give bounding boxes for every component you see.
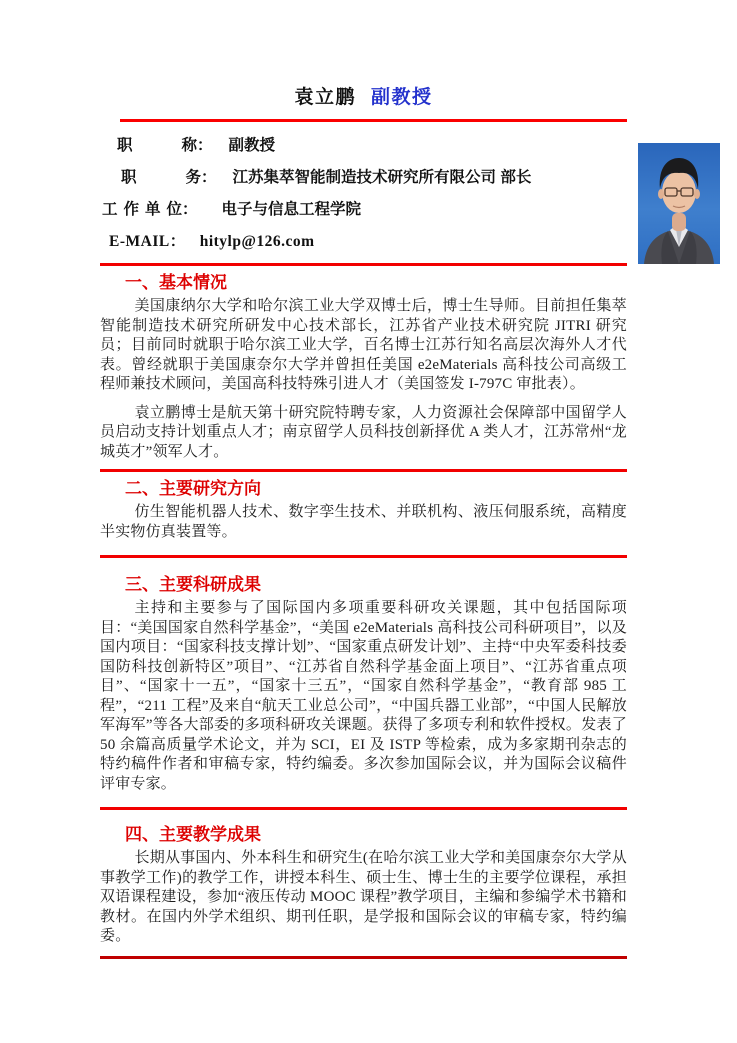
section-paragraph: 仿生智能机器人技术、数字孪生技术、并联机构、液压伺服系统，高精度半实物仿真装置等。: [100, 504, 627, 540]
colon: ：: [201, 169, 217, 186]
info-value-work-unit: 电子与信息工程学院: [221, 201, 362, 218]
section-divider-rule: [100, 555, 627, 558]
section-paragraph: 美国康纳尔大学和哈尔滨工业大学双博士后，博士生导师。目前担任集萃智能制造技术研究所研发中心技术部长，江苏省产业技术研究院 JITRI 研究员；目前同时就职于哈尔滨工业大学，百名博士江苏行知名高层次海外人才代表。曾经就职于美国康奈尔大学并曾担任美国 e2eMaterials 高科技公司高级工程师兼技术顾问，美国高科技特殊引进人才（美国签发 I-797C 审批表）。: [100, 298, 627, 392]
info-value-position: 江苏集萃智能制造技术研究所有限公司 部长: [232, 169, 532, 186]
info-row-work-unit: [100, 199, 627, 220]
section-paragraph: 长期从事国内、外本科生和研究生(在哈尔滨工业大学和美国康奈尔大学从事教学工作)的教学工作，讲授本科生、硕士生、博士生的主要学位课程，承担双语课程建设，参加“液压传动 MOOC 课程”教学项目，主编和参编学术书籍和教材。在国内外学术组织、期刊任职，是学报和国际会议的审稿专家，特约编委。: [100, 850, 627, 944]
colon: ：: [169, 233, 186, 250]
info-value-job-title: 副教授: [228, 137, 276, 154]
section-heading-research-achievements: 三、主要科研成果: [125, 575, 261, 594]
section-heading-teaching-achievements: 四、主要教学成果: [125, 825, 261, 844]
section-divider-rule: [100, 469, 627, 472]
person-name: 袁立鹏: [294, 87, 356, 108]
info-label-email: E-MAIL: [109, 233, 170, 250]
section-heading-research-areas: 二、主要研究方向: [125, 479, 261, 498]
info-label-position: 职务: [121, 169, 201, 186]
info-label-job-title: 职称: [117, 137, 197, 154]
info-row-position: [100, 167, 627, 188]
info-row-email: [100, 231, 627, 252]
info-value-email: hitylp@126.com: [199, 233, 315, 250]
title-divider-rule: [120, 119, 627, 122]
person-rank: 副教授: [371, 87, 433, 108]
portrait-photo: [638, 143, 720, 264]
info-block: [100, 135, 627, 252]
section-divider-rule: [100, 807, 627, 810]
section-divider-rule: [100, 263, 627, 266]
page-title: [100, 0, 627, 109]
portrait-photo-image: [638, 143, 720, 264]
final-divider-rule: [100, 956, 627, 959]
colon: ：: [182, 201, 198, 218]
info-label-work-unit: 工作单位: [102, 201, 182, 218]
section-paragraph: 袁立鹏博士是航天第十研究院特聘专家，人力资源社会保障部中国留学人员启动支持计划重点人才；南京留学人员科技创新择优 A 类人才，江苏常州“龙城英才”领军人才。: [100, 404, 627, 460]
colon: ：: [197, 137, 213, 154]
info-row-job-title: [100, 135, 627, 156]
section-paragraph: 主持和主要参与了国际国内多项重要科研攻关课题，其中包括国际项目：“美国国家自然科学基金”，“美国 e2eMaterials 高科技公司科研项目”，以及国内项目：“国家科技支撑计划”、“国家重点研发计划”、主持“中央军委科技委国防科技创新特区”项目”、“江苏省自然科学基金面上项目”、“江苏省重点项目”、“国家十一五”，“国家十三五”，“国家自然科学基金”，“教育部 985 工程”，“211 工程”及来自“航天工业总公司”，“中国兵器工业部”，“中国人民解放军海军”等各大部委的多项科研攻关课题。获得了多项专利和软件授权。发表了 50 余篇高质量学术论文，并为 SCI，EI 及 ISTP 等检索，成为多家期刊杂志的特约稿件作者和审稿专家，特约编委。多次参加国际会议，并为国际会议稿件评审专家。: [100, 600, 627, 792]
section-heading-basic-info: 一、基本情况: [125, 273, 227, 292]
